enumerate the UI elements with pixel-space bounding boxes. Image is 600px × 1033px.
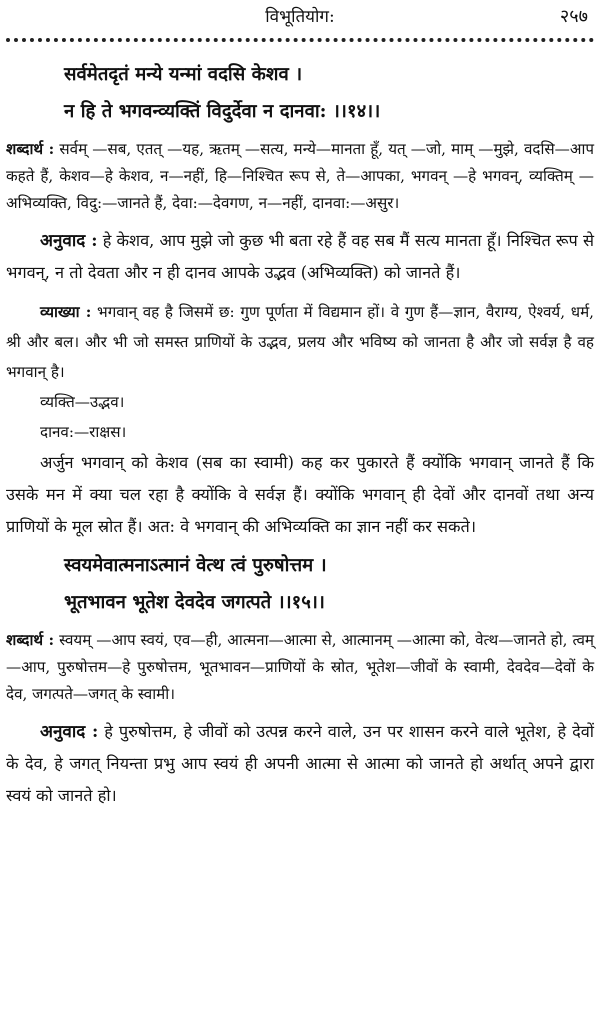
commentary-vyakti-line: व्यक्ति—उद्भव। xyxy=(40,393,125,411)
commentary-text: भगवान् वह है जिसमें छ: गुण पूर्णता में विद्यमान हों। वे गुण हैं—ज्ञान, वैराग्य, ऐश्वर्य, धर्म, श्री और बल। और भी जो समस्त प्राणियों के उद्भव, प्रलय और भविष्य को जानता है और जो सर्वज्ञ है वह भगवान् है। xyxy=(6,303,595,381)
page-number: २५७ xyxy=(559,6,588,27)
word-meaning-label: शब्दार्थ : xyxy=(6,631,55,649)
translation-text: हे पुरुषोत्तम, हे जीवों को उत्पन्न करने वाले, उन पर शासन करने वाले भूतेश, हे देवों के देव, हे जगत् नियन्ता प्रभु आप स्वयं ही अपनी आत्मा से आत्मा को जानते हो अर्थात् अपने द्वारा स्वयं को जानते हो। xyxy=(6,722,595,805)
translation-text: हे केशव, आप मुझे जो कुछ भी बता रहे हैं वह सब मैं सत्य मानता हूँ। निश्चित रूप से भगवन्, न तो देवता और न ही दानव आपके उद्भव (अभिव्यक्ति) को जानते हैं। xyxy=(6,231,594,282)
verse-15-line-2: भूतभावन भूतेश देवदेव जगत्पते ।।१५।। xyxy=(64,592,325,613)
verse-15-line-1: स्वयमेवात्मनाऽत्मानं वेत्थ त्वं पुरुषोत्तम । xyxy=(64,555,327,576)
commentary-para-2: अर्जुन भगवान् को केशव (सब का स्वामी) कह कर पुकारते हैं क्योंकि भगवान् जानते हैं कि उसके मन में क्या चल रहा है क्योंकि वे सर्वज्ञ हैं। क्योंकि भगवान् ही देवों और दानवों तथा अन्य प्राणियों के मूल स्रोत हैं। अत: वे भगवान् की अभिव्यक्ति का ज्ञान नहीं कर सकते। xyxy=(6,453,594,536)
translation-14 xyxy=(6,225,594,289)
commentary-14 xyxy=(6,297,594,387)
dotted-divider xyxy=(6,38,594,42)
word-meaning-14 xyxy=(6,136,594,217)
commentary-label: व्याख्या : xyxy=(40,303,92,321)
verse-14-line-2: न हि ते भगवन्व्यक्तिं विदुर्देवा न दानवा: ।।१४।। xyxy=(64,101,381,122)
word-meaning-text: सर्वम् —सब, एतत् —यह, ऋतम् —सत्य, मन्ये—मानता हूँ, यत् —जो, माम् —मुझे, वदसि—आप कहते हैं, केशव—हे केशव, न—नहीं, हि—निश्चित रूप से, ते—आपका, भगवन् —हे भगवन्, व्यक्तिम् —अभिव्यक्ति, विदु:—जानते हैं, देवा:—देवगण, न—नहीं, दानवा:—असुर। xyxy=(6,140,595,212)
running-title: विभूतियोग: xyxy=(265,7,335,27)
translation-label: अनुवाद : xyxy=(40,231,98,251)
translation-label: अनुवाद : xyxy=(40,722,99,742)
word-meaning-15 xyxy=(6,627,594,708)
verse-14-line-1: सर्वमेतदृतं मन्ये यन्मां वदसि केशव । xyxy=(64,64,303,85)
page-header xyxy=(0,4,600,30)
word-meaning-label: शब्दार्थ : xyxy=(6,140,55,158)
word-meaning-text: स्वयम् —आप स्वयं, एव—ही, आत्मना—आत्मा से, आत्मानम् —आत्मा को, वेत्थ—जानते हो, त्वम् —आप, पुरुषोत्तम—हे पुरुषोत्तम, भूतभावन—प्राणियों के स्रोत, भूतेश—जीवों के स्वामी, देवदेव—देवों के देव, जगत्पते—जगत् के स्वामी। xyxy=(6,631,595,703)
translation-15 xyxy=(6,716,594,812)
page-body xyxy=(6,56,594,812)
commentary-danava-line: दानव:—राक्षस। xyxy=(40,423,127,441)
